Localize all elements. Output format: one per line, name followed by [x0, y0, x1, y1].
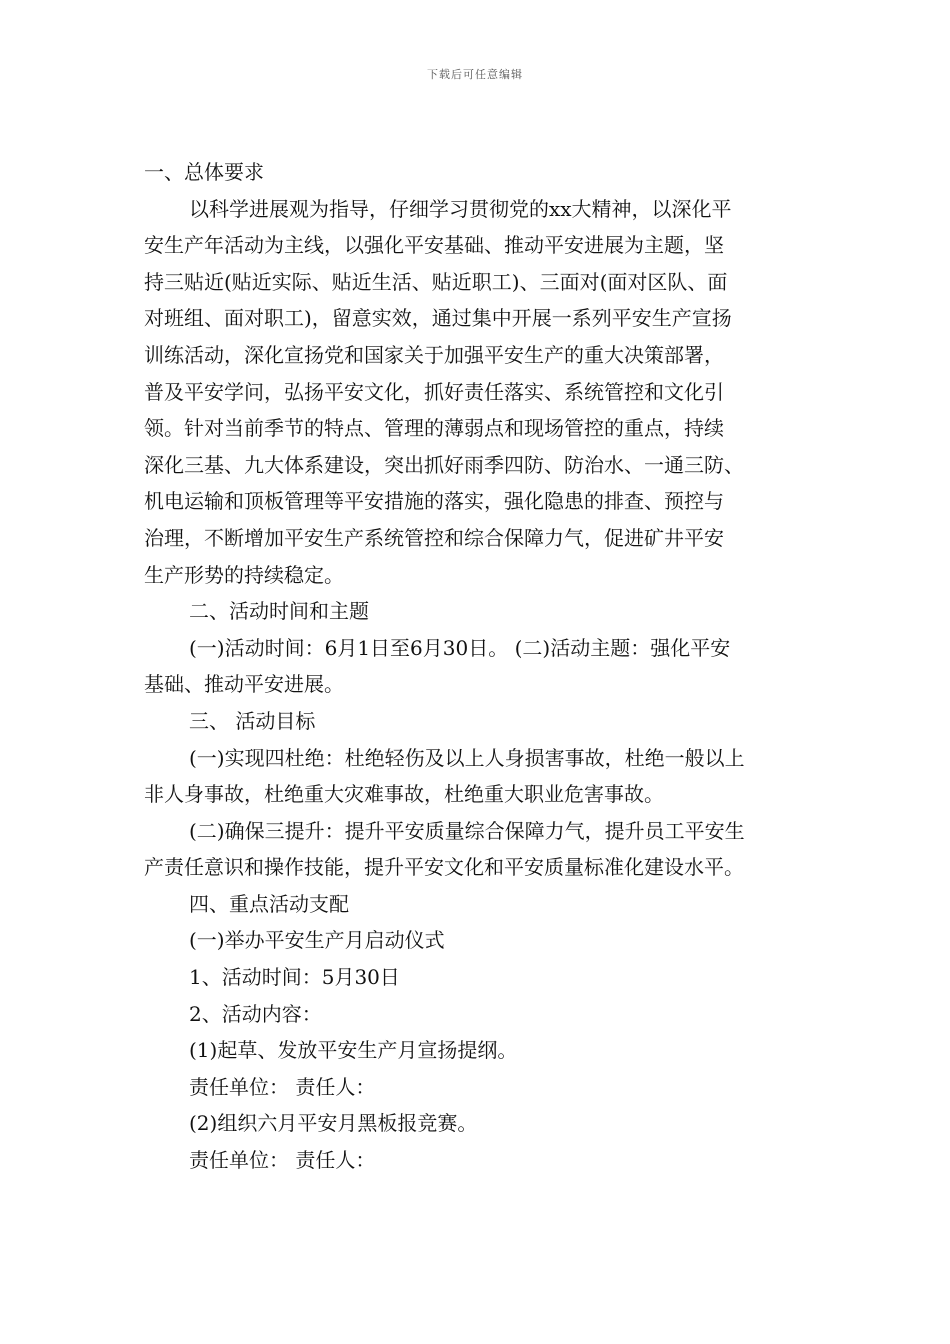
text-line: 安生产年活动为主线，以强化平安基础、推动平安进展为主题，坚: [144, 233, 724, 258]
text-line: 深化三基、九大体系建设，突出抓好雨季四防、防治水、一通三防、: [144, 452, 744, 477]
text-line: (2)组织六月平安月黑板报竞赛。: [189, 1111, 478, 1136]
text-line: 基础、推动平安进展。: [144, 672, 344, 697]
text-line: 四、重点活动支配: [189, 891, 349, 916]
text-line: 治理，不断增加平安生产系统管控和综合保障力气，促进矿井平安: [144, 525, 724, 550]
text-line: 一、总体要求: [144, 160, 264, 184]
text-line: 以科学进展观为指导，仔细学习贯彻党的xx大精神，以深化平: [189, 196, 732, 221]
text-line: 责任单位： 责任人：: [189, 1148, 376, 1173]
text-line: 领。针对当前季节的特点、管理的薄弱点和现场管控的重点，持续: [144, 416, 724, 441]
text-line: (一)活动时间：6月1日至6月30日。 (二)活动主题：强化平安: [189, 635, 731, 660]
text-line: (一)实现四杜绝：杜绝轻伤及以上人身损害事故，杜绝一般以上: [189, 745, 745, 770]
text-line: 生产形势的持续稳定。: [144, 562, 344, 587]
text-line: 2、活动内容：: [189, 1001, 322, 1026]
document-body: [144, 154, 812, 1179]
text-line: 二、活动时间和主题: [189, 599, 369, 624]
text-line: (二)确保三提升：提升平安质量综合保障力气，提升员工平安生: [189, 818, 745, 843]
header-note: 下载后可任意编辑: [427, 68, 523, 81]
text-line: 持三贴近(贴近实际、贴近生活、贴近职工)、三面对(面对区队、面: [144, 269, 728, 294]
text-line: 产责任意识和操作技能，提升平安文化和平安质量标准化建设水平。: [144, 855, 744, 880]
text-line: 责任单位： 责任人：: [189, 1074, 376, 1099]
text-line: 对班组、面对职工)，留意实效，通过集中开展一系列平安生产宣扬: [144, 306, 732, 331]
text-line: 训练活动，深化宣扬党和国家关于加强平安生产的重大决策部署，: [144, 342, 724, 367]
text-line: 1、活动时间：5月30日: [189, 965, 400, 990]
text-line: 三、 活动目标: [189, 708, 316, 733]
text-line: (一)举办平安生产月启动仪式: [189, 928, 445, 953]
text-line: 普及平安学问，弘扬平安文化，抓好责任落实、系统管控和文化引: [144, 379, 724, 404]
text-line: (1)起草、发放平安生产月宣扬提纲。: [189, 1038, 518, 1063]
text-line: 非人身事故，杜绝重大灾难事故，杜绝重大职业危害事故。: [144, 782, 664, 807]
text-line: 机电运输和顶板管理等平安措施的落实，强化隐患的排查、预控与: [144, 489, 724, 514]
